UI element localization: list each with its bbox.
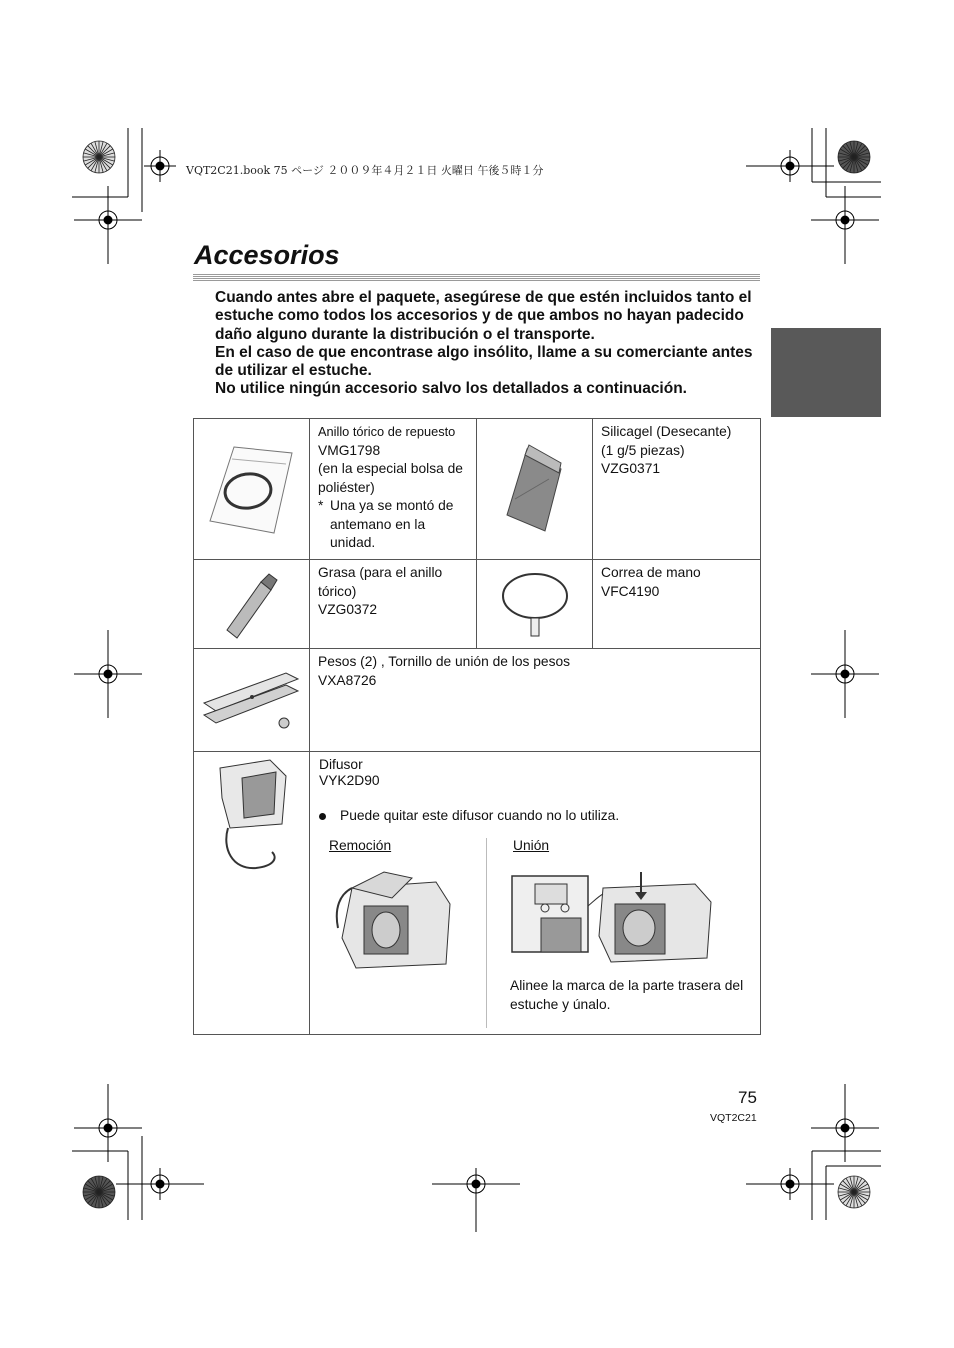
table-cell xyxy=(194,752,310,1035)
intro-paragraph: No utilice ningún accesorio salvo los detallados a continuación. xyxy=(215,380,687,398)
grease-code: VZG0372 xyxy=(318,602,378,617)
strap-name: Correa de mano xyxy=(601,565,701,580)
strap-code: VFC4190 xyxy=(601,583,660,599)
intro-paragraph: Cuando antes abre el paquete, asegúrese de que estén incluidos tanto el estuche como todos los accesorios y de que ambos no hayan padecido daño alguno durante la distribución o el transporte. xyxy=(215,289,752,343)
table-cell xyxy=(593,560,761,649)
removal-label: Remoción xyxy=(329,838,392,853)
column-divider xyxy=(486,838,487,1028)
table-row xyxy=(194,560,761,649)
accessories-table xyxy=(193,418,761,1035)
table-cell xyxy=(477,419,593,560)
silicagel-name: Silicagel (Desecante) xyxy=(601,424,732,439)
oring-note-text: Una ya se montó de antemano en la unidad. xyxy=(330,498,454,550)
silicagel-code: VZG0371 xyxy=(601,461,661,476)
silicagel-qty: (1 g/5 piezas) xyxy=(601,442,685,458)
table-cell xyxy=(194,560,310,649)
weights-code: VXA8726 xyxy=(318,672,377,688)
table-cell xyxy=(310,752,761,1035)
table-row xyxy=(194,419,761,560)
attach-caption: Alinee la marca de la parte trasera del estuche y únalo. xyxy=(510,978,744,1012)
table-cell xyxy=(310,560,477,649)
bullet-dot xyxy=(319,813,326,820)
page-title: Accesorios xyxy=(194,240,340,270)
oring-note xyxy=(318,497,468,553)
silicagel-pack-illustration xyxy=(495,439,575,539)
table-cell xyxy=(310,649,761,752)
attach-label: Unión xyxy=(513,838,550,853)
diffuser-illustration xyxy=(212,758,296,874)
weights-illustration xyxy=(200,665,304,735)
note-mark: * xyxy=(318,498,324,513)
grease-name: Grasa (para el anillo tórico) xyxy=(318,565,443,599)
table-row xyxy=(194,649,761,752)
title-rule xyxy=(193,274,760,281)
table-row xyxy=(194,752,761,1035)
table-cell xyxy=(194,649,310,752)
weights-name: Pesos (2) , Tornillo de unión de los pesos xyxy=(318,654,571,669)
table-cell xyxy=(477,560,593,649)
attach-illustration xyxy=(511,866,721,972)
diffuser-bullet xyxy=(319,807,619,826)
diffuser-name: Difusor xyxy=(319,757,363,772)
oring-detail: (en la especial bolsa de poliéster) xyxy=(318,461,463,495)
intro-paragraph: En el caso de que encontrase algo insólito, llame a su comerciante antes de utilizar el estuche. xyxy=(215,343,753,380)
section-tab xyxy=(771,328,881,417)
oring-name: Anillo tórico de repuesto xyxy=(318,424,456,439)
intro-text xyxy=(215,289,760,399)
table-cell xyxy=(194,419,310,560)
print-header-line: VQT2C21.book 75 ページ ２００９年４月２１日 火曜日 午後５時１分 xyxy=(186,164,544,177)
table-cell xyxy=(310,419,477,560)
hand-strap-illustration xyxy=(495,564,575,644)
grease-tube-illustration xyxy=(217,564,287,644)
diffuser-code: VYK2D90 xyxy=(319,773,380,788)
o-ring-bag-illustration xyxy=(204,439,300,539)
document-code: VQT2C21 xyxy=(710,1112,757,1124)
diffuser-bullet-text: Puede quitar este difusor cuando no lo utiliza. xyxy=(340,808,620,823)
table-cell xyxy=(593,419,761,560)
removal-illustration xyxy=(332,868,458,978)
page-number: 75 xyxy=(738,1088,757,1107)
oring-code: VMG1798 xyxy=(318,442,381,458)
